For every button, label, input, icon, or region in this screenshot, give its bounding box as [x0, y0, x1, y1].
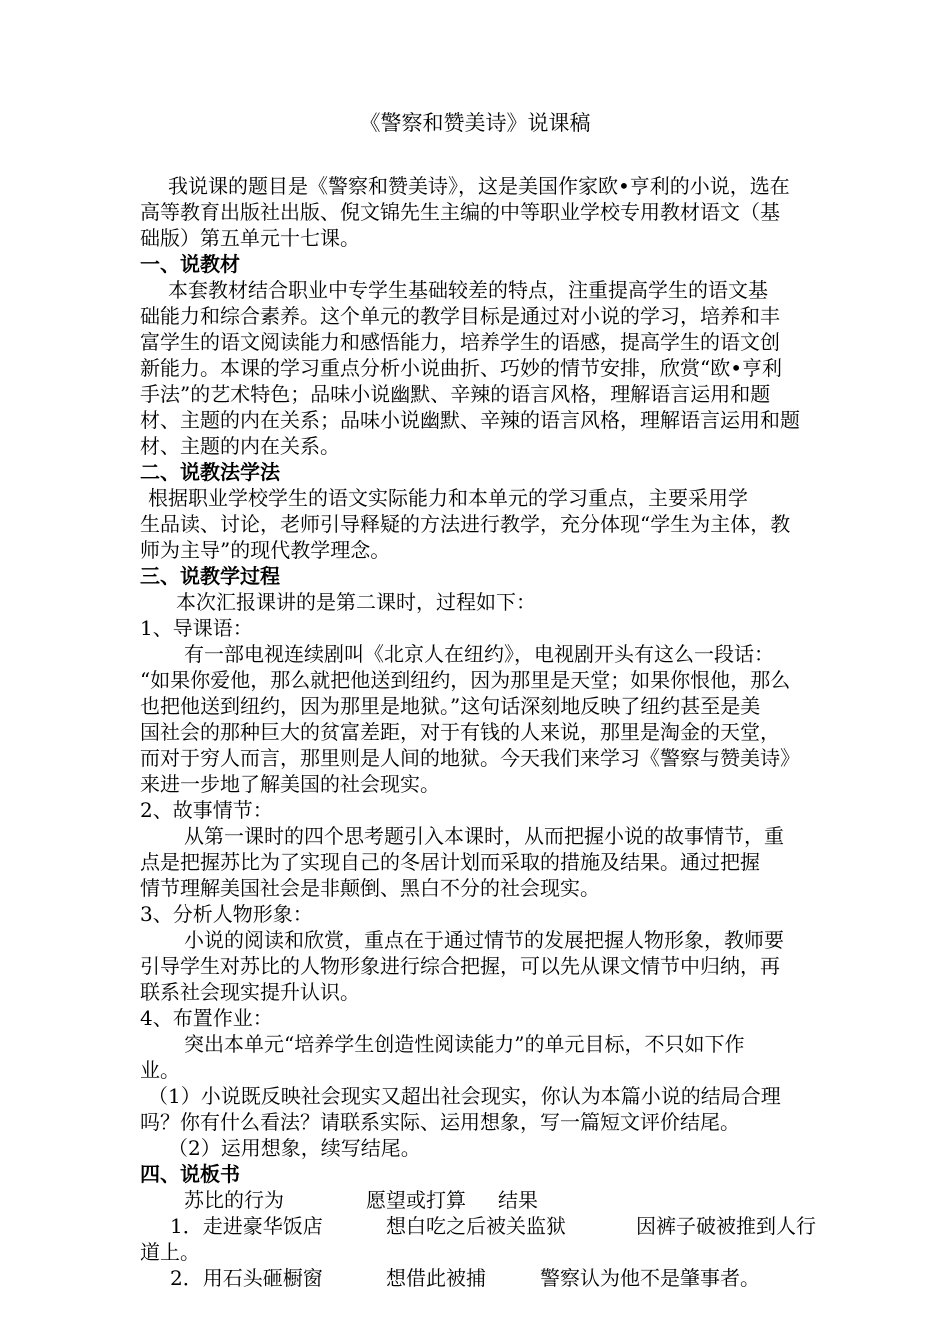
- paragraph-line: 也把他送到纽约，因为那里是地狱。”这句话深刻地反映了纽约甚至是美: [140, 694, 761, 718]
- paragraph-line: 引导学生对苏比的人物形象进行综合把握，可以先从课文情节中归纳，再: [140, 954, 780, 978]
- paragraph-line: 有一部电视连续剧叫《北京人在纽约》，电视剧开头有这么一段话：: [184, 642, 774, 666]
- paragraph-line: 础能力和综合素养。这个单元的教学目标是通过对小说的学习，培养和丰: [140, 304, 780, 328]
- page-title: 《警察和赞美诗》说课稿: [359, 111, 591, 135]
- paragraph-line: 新能力。本课的学习重点分析小说曲折、巧妙的情节安排，欣赏“欧•亨利: [140, 356, 783, 380]
- board-row-action: 2．用石头砸橱窗: [170, 1266, 323, 1290]
- paragraph-line: 情节理解美国社会是非颠倒、黑白不分的社会现实。: [140, 876, 600, 900]
- paragraph-line: 点是把握苏比为了实现自己的冬居计划而采取的措施及结果。通过把握: [140, 850, 760, 874]
- paragraph-line: 突出本单元“培养学生创造性阅读能力”的单元目标，不只如下作: [184, 1032, 745, 1056]
- board-row-continuation: 道上。: [140, 1240, 200, 1264]
- board-row-wish: 想白吃之后被关监狱: [386, 1214, 566, 1238]
- paragraph-line: 师为主导”的现代教学理念。: [140, 538, 391, 562]
- step-label: 4、布置作业：: [140, 1006, 273, 1030]
- board-header-result: 结果: [498, 1188, 538, 1212]
- board-header-action: 苏比的行为: [184, 1188, 284, 1212]
- step-label: 3、分析人物形象：: [140, 902, 313, 926]
- paragraph-line: 小说的阅读和欣赏，重点在于通过情节的发展把握人物形象，教师要: [184, 928, 784, 952]
- paragraph-line: 联系社会现实提升认识。: [140, 980, 360, 1004]
- paragraph-line: 根据职业学校学生的语文实际能力和本单元的学习重点，主要采用学: [148, 486, 748, 510]
- homework-item: （1）小说既反映社会现实又超出社会现实，你认为本篇小说的结局合理: [148, 1084, 781, 1108]
- intro-line: 础版）第五单元十七课。: [140, 226, 360, 250]
- section-heading: 三、说教学过程: [140, 564, 280, 588]
- paragraph-line: 从第一课时的四个思考题引入本课时，从而把握小说的故事情节，重: [184, 824, 784, 848]
- step-label: 2、故事情节：: [140, 798, 273, 822]
- paragraph-line: 本套教材结合职业中专学生基础较差的特点，注重提高学生的语文基: [168, 278, 768, 302]
- intro-line: 我说课的题目是《警察和赞美诗》，这是美国作家欧•亨利的小说，选在: [168, 174, 790, 198]
- paragraph-line: 业。: [140, 1058, 180, 1082]
- step-label: 1、导课语：: [140, 616, 253, 640]
- board-row-result: 警察认为他不是肇事者。: [540, 1266, 760, 1290]
- paragraph-line: 本次汇报课讲的是第二课时，过程如下：: [176, 590, 536, 614]
- paragraph-line: 来进一步地了解美国的社会现实。: [140, 772, 440, 796]
- board-row-action: 1．走进豪华饭店: [170, 1214, 323, 1238]
- paragraph-line: 吗？你有什么看法？请联系实际、运用想象，写一篇短文评价结尾。: [140, 1110, 740, 1134]
- paragraph-line: 富学生的语文阅读能力和感悟能力，培养学生的语感，提高学生的语文创: [140, 330, 780, 354]
- paragraph-line: “如果你爱他，那么就把他送到纽约，因为那里是天堂；如果你恨他，那么: [140, 668, 791, 692]
- paragraph-line: 材、主题的内在关系。: [140, 434, 340, 458]
- board-row-result: 因裤子破被推到人行: [636, 1214, 816, 1238]
- homework-item: （2）运用想象，续写结尾。: [168, 1136, 421, 1160]
- paragraph-line: 生品读、讨论，老师引导释疑的方法进行教学，充分体现“学生为主体，教: [140, 512, 791, 536]
- section-heading: 一、说教材: [140, 252, 240, 276]
- paragraph-line: 手法”的艺术特色；品味小说幽默、辛辣的语言风格，理解语言运用和题: [140, 382, 771, 406]
- section-heading: 四、说板书: [140, 1162, 240, 1186]
- section-heading: 二、说教法学法: [140, 460, 280, 484]
- board-row-wish: 想借此被捕: [386, 1266, 486, 1290]
- paragraph-line: 材、主题的内在关系；品味小说幽默、辛辣的语言风格，理解语言运用和题: [140, 408, 800, 432]
- paragraph-line: 而对于穷人而言，那里则是人间的地狱。今天我们来学习《警察与赞美诗》: [140, 746, 800, 770]
- board-header-wish: 愿望或打算: [366, 1188, 466, 1212]
- intro-line: 高等教育出版社出版、倪文锦先生主编的中等职业学校专用教材语文（基: [140, 200, 780, 224]
- paragraph-line: 国社会的那种巨大的贫富差距，对于有钱的人来说，那里是淘金的天堂，: [140, 720, 780, 744]
